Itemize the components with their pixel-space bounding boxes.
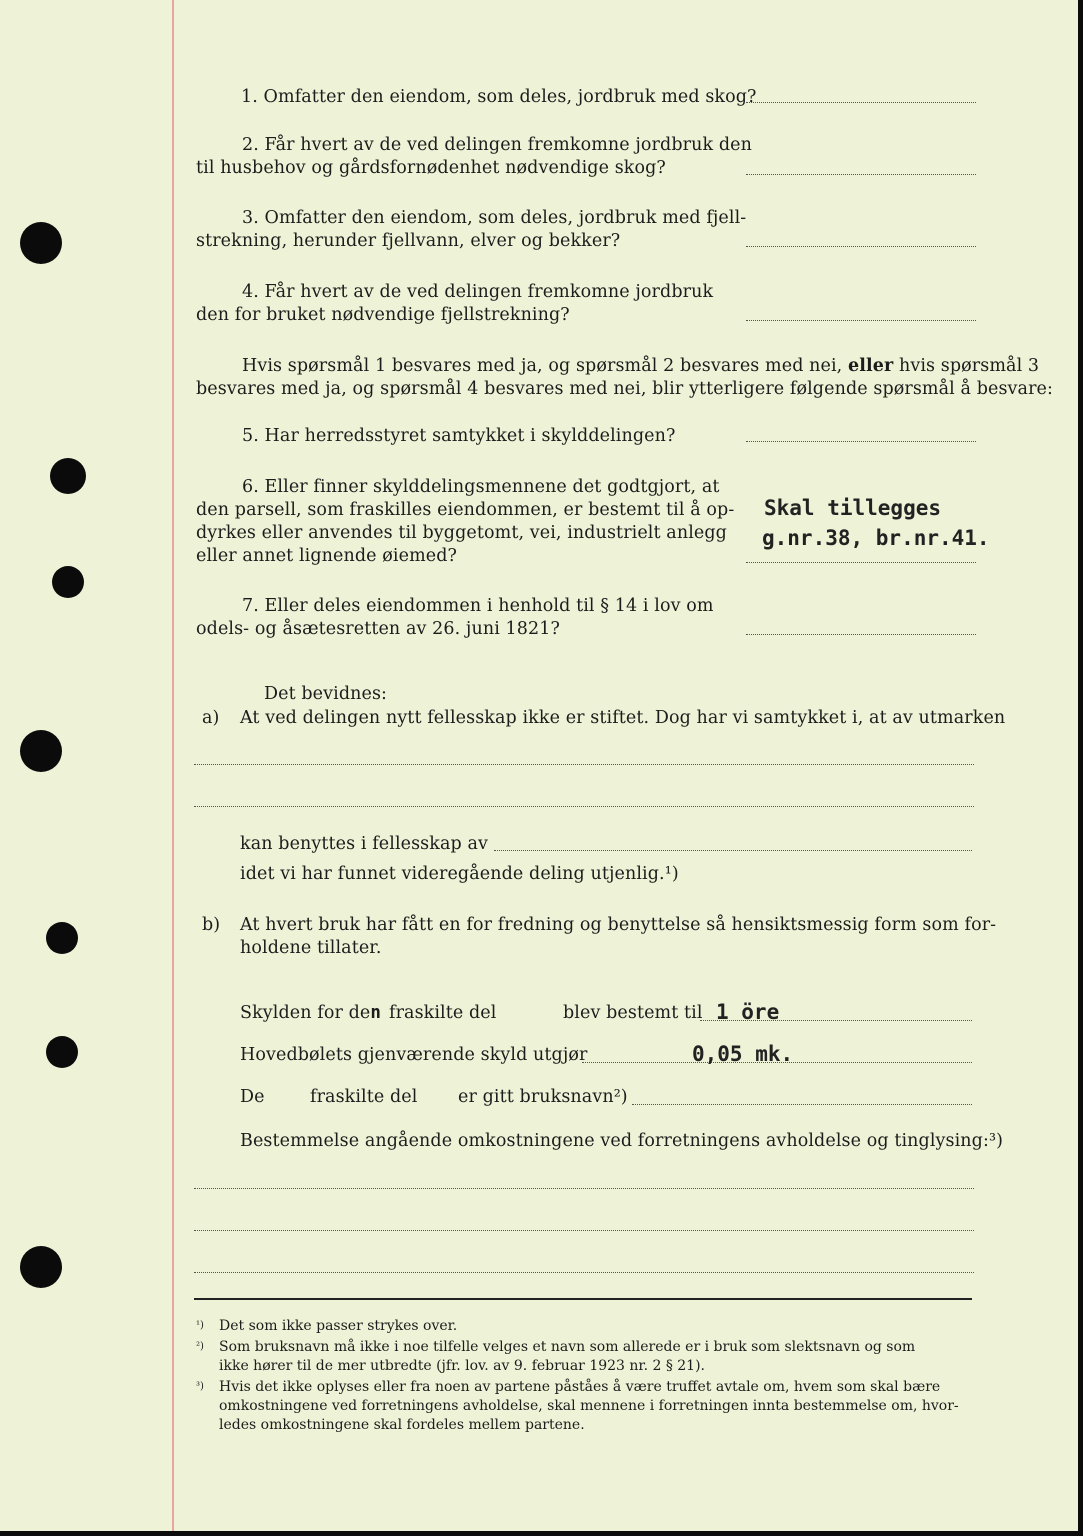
bestemmelse-line-1 [194,1188,974,1189]
footnote-3-line-3: ledes omkostningene skal fordeles mellem partene. [219,1417,585,1433]
bestemmelse-line-3 [194,1272,974,1273]
punch-hole [20,730,62,772]
bevidnes-b-line-2: holdene tillater. [240,938,382,958]
bestemmelse-text: Bestemmelse angående omkostningene ved forretningens avholdelse og tinglysing:³) [240,1131,1003,1151]
question-4-line-2: den for bruket nødvendige fjellstrekning? [196,305,570,325]
bevidnes-a-label: a) [202,708,220,728]
fill-line-a1 [194,764,974,765]
bevidnes-a-text: At ved delingen nytt fellesskap ikke er stiftet. Dog har vi samtykket i, at av utmarken [240,708,1006,728]
fellesskap-line [494,850,972,851]
skyld-line [700,1020,972,1021]
footnote-3-line-2: omkostningene ved forretningens avholdelse, skal mennene i forretningen innta bestemmelse om, hvor- [219,1398,959,1414]
de-label: De [240,1087,265,1107]
answer-line-6 [746,562,976,563]
hovedbol-label: Hovedbølets gjenværende skyld utgjør [240,1045,588,1065]
question-6-line-4: eller annet lignende øiemed? [196,546,458,566]
question-1: 1. Omfatter den eiendom, som deles, jordbruk med skog? [241,87,757,107]
bevidnes-b-label: b) [202,915,221,935]
blev-bestemt-label: blev bestemt til [563,1003,703,1023]
condition-line-1 [242,355,1039,377]
bevidnes-heading: Det bevidnes: [264,684,388,704]
skyld-value: 1 öre [716,1000,780,1024]
bestemmelse-line-2 [194,1230,974,1231]
question-7-line-2: odels- og åsætesretten av 26. juni 1821? [196,619,560,639]
bruksnavn-line [632,1104,972,1105]
answer-line-7 [746,634,976,635]
answer-line-1 [746,102,976,103]
footnote-3-marker: ³) [196,1381,204,1392]
question-7-line-1: 7. Eller deles eiendommen i henhold til § 14 i lov om [242,596,714,616]
punch-hole [52,566,84,598]
answer-line-5 [746,441,976,442]
typed-answer-6-line-2: g.nr.38, br.nr.41. [762,526,990,550]
skylden-label [240,1002,381,1024]
footnote-2-marker: ²) [196,1341,204,1352]
margin-line [172,0,174,1531]
question-4-line-1: 4. Får hvert av de ved delingen fremkomne jordbruk [242,282,714,302]
footnote-2-line-2: ikke hører til de mer utbredte (jfr. lov. av 9. februar 1923 nr. 2 § 21). [219,1358,706,1374]
answer-line-4 [746,320,976,321]
idet-text: idet vi har funnet videregående deling utjenlig.¹) [240,864,679,884]
typed-answer-6-line-1: Skal tillegges [764,496,942,520]
question-2-line-2: til husbehov og gårdsfornødenhet nødvendige skog? [196,158,666,178]
question-2-line-1: 2. Får hvert av de ved delingen fremkomne jordbruk den [242,135,752,155]
question-5: 5. Har herredsstyret samtykket i skylddelingen? [242,426,676,446]
answer-line-2 [746,174,976,175]
condition-emphasis: eller [848,356,894,376]
skylden-text: Skylden for de [240,1003,371,1023]
punch-hole [20,1246,62,1288]
question-6-line-1: 6. Eller finner skylddelingsmennene det godtgjort, at [242,477,720,497]
punch-hole [50,458,86,494]
footnote-2-line-1: Som bruksnavn må ikke i noe tilfelle velges et navn som allerede er i bruk som slektsnavn og som [219,1339,916,1355]
condition-text-c: hvis spørsmål 3 [898,356,1040,376]
bruksnavn-label: er gitt bruksnavn²) [458,1087,628,1107]
fill-line-a2 [194,806,974,807]
fraskilte-label: fraskilte del [389,1003,497,1023]
footnote-1: Det som ikke passer strykes over. [219,1318,458,1334]
hovedbol-value: 0,05 mk. [692,1042,794,1066]
condition-text-a: Hvis spørsmål 1 besvares med ja, og spørsmål 2 besvares med nei, [242,356,843,376]
question-6-line-2: den parsell, som fraskilles eiendommen, er bestemt til å op- [196,500,735,520]
footnote-separator [194,1298,972,1300]
question-3-line-1: 3. Omfatter den eiendom, som deles, jordbruk med fjell- [242,208,747,228]
skylden-typed-n: n [370,1003,382,1023]
question-6-line-3: dyrkes eller anvendes til byggetomt, vei, industrielt anlegg [196,523,727,543]
punch-hole [20,222,62,264]
punch-hole [46,922,78,954]
footnote-3-line-1: Hvis det ikke oplyses eller fra noen av partene påståes å være truffet avtale om, hvem som skal bære [219,1379,941,1395]
bevidnes-b-line-1: At hvert bruk har fått en for fredning og benyttelse så hensiktsmessig form som for- [240,915,997,935]
punch-hole [46,1036,78,1068]
question-3-line-2: strekning, herunder fjellvann, elver og bekker? [196,231,621,251]
answer-line-3 [746,246,976,247]
footnote-1-marker: ¹) [196,1320,204,1331]
fellesskap-text: kan benyttes i fellesskap av [240,834,488,854]
condition-line-2: besvares med ja, og spørsmål 4 besvares med nei, blir ytterligere følgende spørsmål å besvare: [196,379,1053,399]
fraskilte-del-label: fraskilte del [310,1087,418,1107]
